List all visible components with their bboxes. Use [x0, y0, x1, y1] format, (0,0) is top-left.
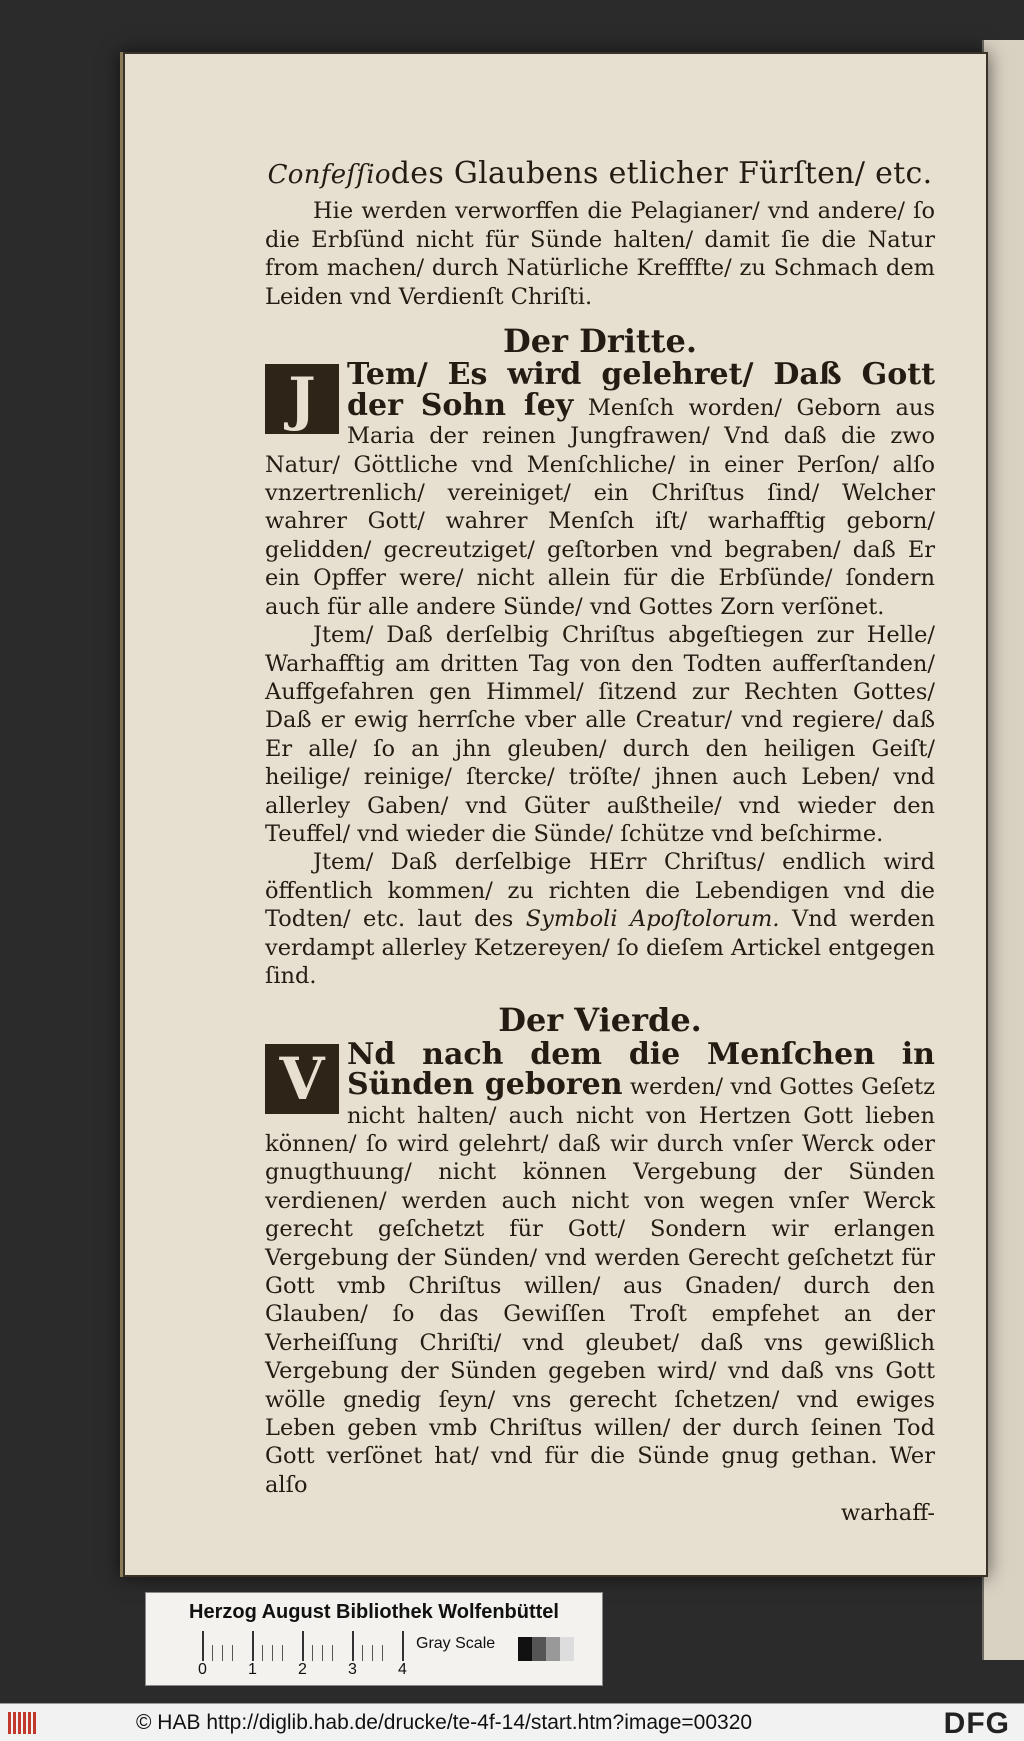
- ruler-minor-tick: [232, 1645, 233, 1661]
- paragraph-body: werden/ vnd Gottes Geſetz nicht halten/ auch nicht von Hertzen Gott lieben können/ ſo wird gelehrt/ daß wir durch vnſer Werck oder gnugthuung/ nicht können Vergebung der Sünden verdienen/ werden auch nicht von wegen vnſer Werck gerecht geſchetzt für Gott/ Sondern wir erlangen Vergebung der Sünden/ vnd werden Gerecht geſchetzt für Gott vmb Chriſtus willen/ aus Gnaden/ durch den Glauben/ ſo das Gewiſſen Troſt empfehet an der Verheiſſung Chriſti/ vnd gleubet/ daß vns gewißlich Vergebung der Sünden gegeben wird/ vnd daß vns Gott wölle gnedig ſeyn/ vns gerecht ſchetzen/ vnd ewiges Leben geben vmb Chriſtus willen/ der durch ſeinen Tod Gott verſönet hat/ vnd für die Sünde gnug gethan. Wer alſo: [265, 1074, 935, 1498]
- page-text: [265, 156, 936, 1528]
- paragraph-third-article: [265, 357, 935, 621]
- paragraph-lead: Nd nach dem die Menſchen in Sünden geboren: [347, 1036, 935, 1103]
- ruler-minor-tick: [362, 1645, 363, 1661]
- dropcap-initial: J: [265, 364, 339, 434]
- ruler-tick: [302, 1631, 304, 1661]
- ruler-tick: [352, 1631, 354, 1661]
- ruler-tick: [202, 1631, 204, 1661]
- running-head: [265, 156, 935, 191]
- paragraph-fourth-article: [265, 1036, 935, 1500]
- running-head-text: des Glaubens etlicher Fürſten/ etc.: [390, 156, 933, 191]
- ruler-number: 4: [398, 1661, 407, 1678]
- color-scale-card: [145, 1592, 603, 1686]
- heading-fourth-article: Der Vierde.: [498, 1001, 702, 1040]
- barcode-logo-icon: [8, 1712, 44, 1734]
- paragraph-lead: Tem/ Es wird gelehret/ Daß Gott der Sohn ſey: [347, 357, 935, 423]
- ruler-tick: [402, 1631, 404, 1661]
- ruler: [202, 1631, 547, 1661]
- ruler-minor-tick: [332, 1645, 333, 1661]
- ruler-minor-tick: [282, 1645, 283, 1661]
- paragraph-item-return: [265, 848, 935, 990]
- paragraph-text: Vnd werden verdampt allerley Ketzereyen/ ſo dieſem Artickel entgegen ſind.: [265, 906, 936, 989]
- heading-third-article: Der Dritte.: [503, 322, 697, 361]
- ruler-minor-tick: [262, 1645, 263, 1661]
- ruler-tick: [252, 1631, 254, 1661]
- dropcap-initial: V: [265, 1044, 339, 1114]
- ruler-minor-tick: [382, 1645, 383, 1661]
- adjacent-page-edge: [982, 40, 1024, 1660]
- gray-swatch: [532, 1637, 546, 1661]
- gray-swatch: [546, 1637, 560, 1661]
- ruler-minor-tick: [372, 1645, 373, 1661]
- source-url[interactable]: © HAB http://diglib.hab.de/drucke/te-4f-14/start.htm?image=00320: [136, 1711, 753, 1734]
- ruler-minor-tick: [222, 1645, 223, 1661]
- dfg-logo: DFG: [943, 1707, 1010, 1740]
- catchword: warhaff-: [840, 1500, 935, 1527]
- latin-phrase: Symboli Apoſtolorum.: [525, 906, 780, 933]
- ruler-minor-tick: [212, 1645, 213, 1661]
- ruler-number: 2: [298, 1661, 307, 1678]
- footer-bar: [0, 1703, 1024, 1741]
- paragraph-body: Menſch worden/ Geborn aus Maria der reinen Jungfrawen/ Vnd daß die zwo Natur/ Göttliche vnd Menſchliche/ in einer Perſon/ alſo vnzertrenlich/ vereiniget/ ein Chriſtus ſind/ Welcher wahrer Gott/ wahrer Menſch iſt/ warhafftig geborn/ gelidden/ gecreutziget/ geſtorben vnd begraben/ daß Er ein Opffer were/ nicht allein für die Erbſünde/ ſondern auch für alle andere Sünde/ vnd Gottes Zorn verſönet.: [265, 394, 935, 620]
- ruler-number: 0: [198, 1661, 207, 1678]
- ruler-number: 3: [348, 1661, 357, 1678]
- ruler-minor-tick: [322, 1645, 323, 1661]
- library-name: Herzog August Bibliothek Wolfenbüttel: [189, 1601, 559, 1623]
- gray-swatch: [560, 1637, 574, 1661]
- gray-swatch: [518, 1637, 532, 1661]
- running-head-latin: Confeſſio: [267, 160, 391, 190]
- paragraph-text: Jtem/ Daß derſelbige HErr Chriſtus/ endlich wird öffentlich kommen/ zu richten die Lebendigen vnd die Todten/ etc. laut des: [265, 849, 935, 933]
- ruler-minor-tick: [312, 1645, 313, 1661]
- ruler-minor-tick: [272, 1645, 273, 1661]
- paragraph-pelagians: Hie werden verworffen die Pelagianer/ vnd andere/ ſo die Erbſünd nicht für Sünde halten/ damit ſie die Natur from machen/ durch Natürliche Krefffte/ zu Schmach dem Leiden vnd Verdienſt Chriſti.: [265, 198, 935, 310]
- paragraph-item-descent: Jtem/ Daß derſelbig Chriſtus abgeſtiegen zur Helle/ Warhafftig am dritten Tag von den Todten aufferſtanden/ Auffgefahren gen Himmel/ ſitzend zur Rechten Gottes/ Daß er ewig herrſche vber alle Creatur/ vnd regiere/ daß Er alle/ ſo an jhn gleuben/ durch den heiligen Geiſt/ heilige/ reinige/ ſtercke/ tröſte/ jhnen auch Leben/ vnd allerley Gaben/ vnd Güter außtheile/ vnd wieder den Teuffel/ vnd wieder die Sünde/ ſchütze vnd beſchirme.: [265, 622, 935, 847]
- gray-scale-label: Gray Scale: [416, 1635, 496, 1652]
- ruler-number: 1: [248, 1661, 257, 1678]
